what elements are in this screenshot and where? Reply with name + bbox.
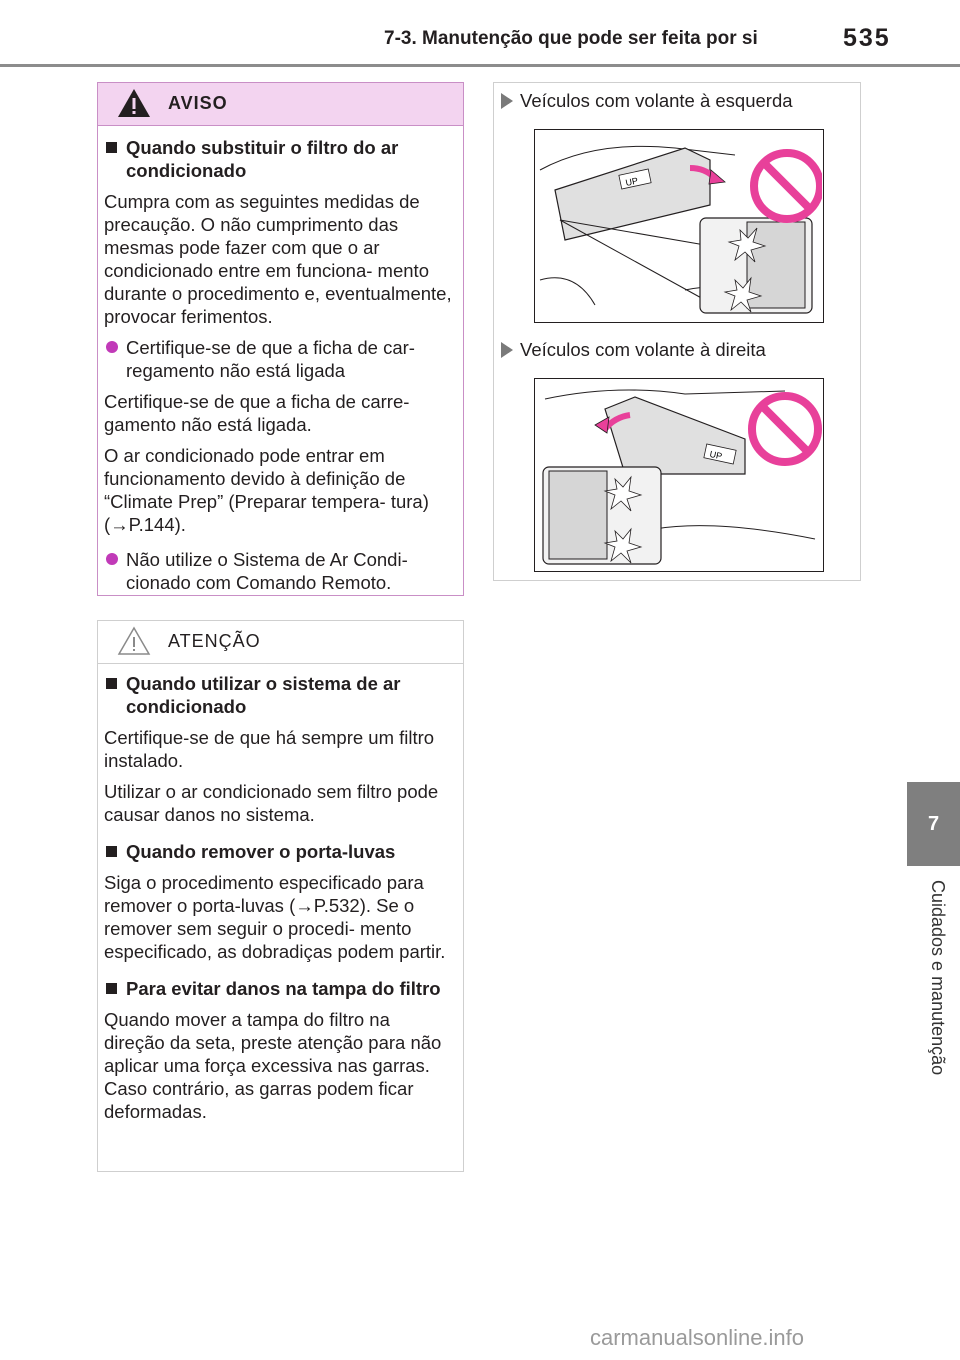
square-bullet-icon (106, 983, 117, 994)
circle-bullet-icon (106, 553, 118, 565)
warning-intro: Cumpra com as seguintes medidas de precaução. O não cumprimento das mesmas pode fazer com que o ar condicionado entre em funciona- mento durante o procedimento e, eventualmente, provocar ferimentos. (104, 191, 452, 327)
warning-triangle-icon (117, 88, 151, 118)
caution-section-title: Quando remover o porta-luvas (104, 840, 453, 863)
figure-caption-lhd: Veículos com volante à esquerda (501, 90, 793, 112)
filter-cover-illustration (535, 379, 822, 570)
up-label: UP (624, 175, 639, 188)
square-bullet-icon (106, 678, 117, 689)
watermark: carmanualsonline.info (590, 1325, 805, 1350)
figure-caption-rhd: Veículos com volante à direita (501, 339, 766, 361)
caution-text: Utilizar o ar condicionado sem filtro pode causar danos no sistema. (104, 781, 439, 825)
figure-box (493, 82, 861, 581)
caution-header (98, 621, 463, 664)
up-label: UP (708, 448, 724, 462)
header-divider (0, 64, 960, 67)
caution-text: Certifique-se de que há sempre um filtro instalado. (104, 727, 435, 771)
square-bullet-icon (106, 846, 117, 857)
filter-cover-illustration (535, 130, 822, 321)
warning-heading: AVISO (168, 93, 228, 113)
caution-section-title: Para evitar danos na tampa do filtro (104, 977, 453, 1000)
caution-section-title: Quando utilizar o sistema de ar condicionado (104, 672, 453, 718)
figure-lhd-illustration (534, 129, 824, 323)
caution-box (97, 620, 464, 1172)
caption-arrow-icon (501, 93, 513, 109)
section-title: 7-3. Manutenção que pode ser feita por si (384, 28, 758, 49)
circle-bullet-icon (106, 341, 118, 353)
warning-text: Certifique-se de que a ficha de carre- gamento não está ligada. (104, 391, 410, 435)
caution-text: Siga o procedimento especificado para remover o porta-luvas (→P.532). Se o remover sem seguir o procedi- mento especificado, as dobradiças podem partir. (104, 872, 446, 962)
caution-heading: ATENÇÃO (168, 631, 261, 651)
warning-box (97, 82, 464, 596)
warning-header (98, 83, 463, 126)
warning-text: O ar condicionado pode entrar em funcionamento devido à definição de “Climate Prep” (Preparar tempera- tura) (→P.144). (104, 445, 429, 535)
caption-arrow-icon (501, 342, 513, 358)
warning-bullet: Não utilize o Sistema de Ar Condi- cionado com Comando Remoto. (104, 548, 453, 594)
chapter-tab: 7 (907, 782, 960, 866)
chapter-label: Cuidados e manutenção (928, 880, 948, 1076)
square-bullet-icon (106, 142, 117, 153)
warning-section-title: Quando substituir o filtro do ar condicionado (104, 136, 453, 182)
page-number: 535 (843, 24, 891, 52)
warning-bullet: Certifique-se de que a ficha de car- regamento não está ligada (104, 336, 453, 382)
caution-text: Quando mover a tampa do filtro na direção da seta, preste atenção para não aplicar uma força excessiva nas garras. Caso contrário, as garras podem ficar deformadas. (104, 1009, 442, 1122)
caution-triangle-icon (117, 626, 151, 656)
figure-rhd-illustration (534, 378, 824, 572)
